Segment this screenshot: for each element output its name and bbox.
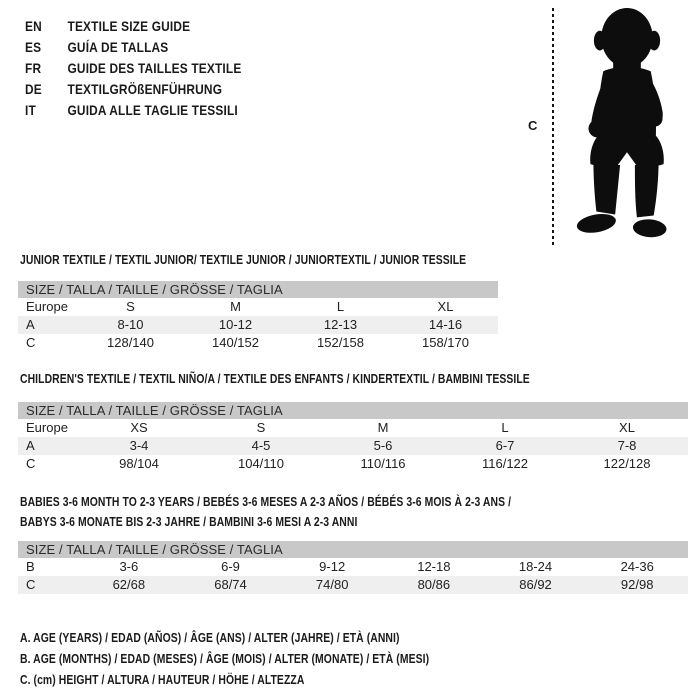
table-cell: M bbox=[377, 420, 389, 435]
junior-section-title: JUNIOR TEXTILE / TEXTIL JUNIOR/ TEXTILE JUNIOR / JUNIORTEXTIL / JUNIOR TESSILE bbox=[20, 252, 467, 267]
table-row bbox=[18, 316, 498, 334]
table-cell: S bbox=[256, 420, 266, 435]
legend-line-c: C. (cm) HEIGHT / ALTURA / HAUTEUR / HÖHE / ALTEZZA bbox=[20, 672, 305, 687]
height-measure-label: C bbox=[528, 118, 538, 133]
language-title: TEXTILGRÖßENFÜHRUNG bbox=[67, 81, 223, 97]
children-size-table bbox=[18, 402, 688, 473]
junior-size-table bbox=[18, 281, 498, 352]
table-cell: 6-9 bbox=[221, 559, 240, 574]
language-row bbox=[25, 100, 241, 121]
table-cell: 12-18 bbox=[417, 559, 451, 574]
table-cell: 92/98 bbox=[620, 577, 654, 592]
language-row bbox=[25, 79, 241, 100]
table-cell: 74/80 bbox=[315, 577, 349, 592]
table-cell: 140/152 bbox=[212, 335, 259, 350]
table-cell: 3-6 bbox=[119, 559, 139, 574]
children-section-title: CHILDREN'S TEXTILE / TEXTIL NIÑO/A / TEXTILE DES ENFANTS / KINDERTEXTIL / BAMBINI TESSILE bbox=[20, 371, 530, 386]
table-cell: 9-12 bbox=[319, 559, 346, 574]
table-cell: 80/86 bbox=[417, 577, 451, 592]
table-cell: 7-8 bbox=[617, 438, 637, 453]
row-label: B bbox=[26, 559, 35, 574]
table-cell: 6-7 bbox=[495, 438, 515, 453]
table-cell: L bbox=[336, 299, 345, 314]
table-cell: 14-16 bbox=[428, 317, 463, 332]
babies-section-title-line1: BABIES 3-6 MONTH TO 2-3 YEARS / BEBÉS 3-6 MESES A 2-3 AÑOS / BÉBÉS 3-6 MOIS À 2-3 ANS / bbox=[20, 494, 512, 509]
table-row bbox=[18, 455, 688, 473]
language-title: GUÍA DE TALLAS bbox=[67, 39, 169, 55]
table-cell: 24-36 bbox=[620, 559, 654, 574]
table-row bbox=[18, 558, 688, 576]
table-row bbox=[18, 576, 688, 594]
size-header-bar: SIZE / TALLA / TAILLE / GRÖSSE / TAGLIA bbox=[18, 281, 498, 298]
language-list bbox=[25, 16, 241, 121]
row-label: C bbox=[26, 456, 36, 471]
row-label: Europe bbox=[26, 299, 68, 314]
table-cell: XL bbox=[619, 420, 635, 435]
table-row bbox=[18, 334, 498, 352]
language-row bbox=[25, 37, 241, 58]
measurement-legend bbox=[20, 627, 429, 690]
table-cell: M bbox=[230, 299, 241, 314]
row-label: C bbox=[26, 335, 36, 350]
baby-silhouette-icon bbox=[556, 5, 698, 252]
table-cell: XS bbox=[130, 420, 148, 435]
table-cell: XL bbox=[437, 299, 454, 314]
language-code: DE bbox=[25, 81, 42, 97]
language-title: TEXTILE SIZE GUIDE bbox=[67, 18, 191, 34]
table-cell: S bbox=[126, 299, 135, 314]
babies-size-table bbox=[18, 541, 688, 594]
table-cell: 98/104 bbox=[119, 456, 159, 471]
table-cell: 104/110 bbox=[237, 456, 285, 471]
table-row bbox=[18, 298, 498, 316]
table-row bbox=[18, 437, 688, 455]
language-title: GUIDE DES TAILLES TEXTILE bbox=[67, 60, 242, 76]
language-code: FR bbox=[25, 60, 42, 76]
table-cell: 116/122 bbox=[481, 456, 529, 471]
row-label: C bbox=[26, 577, 36, 592]
language-code: ES bbox=[25, 39, 42, 55]
language-code: IT bbox=[25, 102, 36, 118]
table-cell: 18-24 bbox=[518, 559, 553, 574]
size-header-bar: SIZE / TALLA / TAILLE / GRÖSSE / TAGLIA bbox=[18, 541, 688, 558]
table-cell: 4-5 bbox=[251, 438, 271, 453]
table-cell: 128/140 bbox=[107, 335, 154, 350]
row-label: Europe bbox=[26, 420, 68, 435]
language-code: EN bbox=[25, 18, 42, 34]
table-cell: 122/128 bbox=[603, 456, 651, 471]
table-row bbox=[18, 419, 688, 437]
babies-section-title-line2: BABYS 3-6 MONATE BIS 2-3 JAHRE / BAMBINI 3-6 MESI A 2-3 ANNI bbox=[20, 514, 358, 529]
row-label: A bbox=[26, 317, 35, 332]
table-cell: 8-10 bbox=[117, 317, 144, 332]
table-cell: 86/92 bbox=[519, 577, 552, 592]
table-cell: 62/68 bbox=[112, 577, 146, 592]
table-cell: 12-13 bbox=[323, 317, 358, 332]
language-row bbox=[25, 16, 241, 37]
legend-line-a: A. AGE (YEARS) / EDAD (AÑOS) / ÂGE (ANS) / ALTER (JAHRE) / ETÀ (ANNI) bbox=[20, 630, 400, 645]
table-cell: 110/116 bbox=[360, 456, 406, 471]
language-title: GUIDA ALLE TAGLIE TESSILI bbox=[67, 102, 238, 118]
row-label: A bbox=[26, 438, 35, 453]
table-cell: L bbox=[501, 420, 509, 435]
height-dashed-line bbox=[552, 8, 554, 248]
size-header-bar: SIZE / TALLA / TAILLE / GRÖSSE / TAGLIA bbox=[18, 402, 688, 419]
table-cell: 152/158 bbox=[317, 335, 364, 350]
legend-line-b: B. AGE (MONTHS) / EDAD (MESES) / ÂGE (MOIS) / ALTER (MONATE) / ETÀ (MESI) bbox=[20, 651, 430, 666]
table-cell: 3-4 bbox=[129, 438, 149, 453]
table-cell: 158/170 bbox=[422, 335, 469, 350]
language-row bbox=[25, 58, 241, 79]
table-cell: 10-12 bbox=[218, 317, 253, 332]
table-cell: 68/74 bbox=[214, 577, 247, 592]
table-cell: 5-6 bbox=[373, 438, 393, 453]
